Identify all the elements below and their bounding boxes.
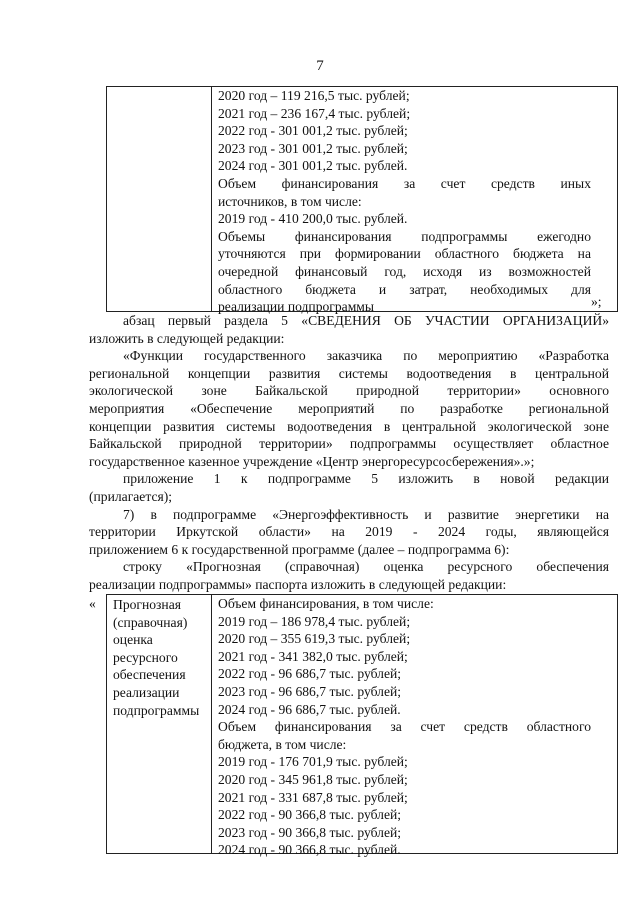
row-label-line: реализации	[113, 684, 180, 700]
funding-table-top	[106, 86, 618, 315]
table-line: 2024 год - 90 366,8 тыс. рублей.	[218, 842, 401, 858]
page-number: 7	[316, 58, 324, 74]
paragraph-line: «Функции государственного заказчика по мероприятию «Разработка	[123, 348, 609, 364]
paragraph-line: приложением 6 к государственной программе (далее – подпрограмма 6):	[89, 541, 510, 557]
closing-quote: »;	[591, 294, 602, 309]
table-line: бюджета, в том числе:	[218, 736, 347, 752]
table-line: 2020 год - 345 961,8 тыс. рублей;	[218, 771, 408, 787]
paragraph-line: территории Иркутской области» на 2019 - 2024 годы, являющейся	[89, 524, 609, 540]
table-line: 2023 год - 90 366,8 тыс. рублей;	[218, 824, 402, 840]
row-label-line: обеспечения	[113, 667, 186, 683]
paragraph-line: 7) в подпрограмме «Энергоэффективность и развитие энергетики на	[123, 506, 609, 522]
paragraph-line: экологической зоне Байкальской природной территории» основного	[89, 383, 609, 399]
table-line: 2022 год - 96 686,7 тыс. рублей;	[218, 666, 402, 682]
row-label-line: оценка	[113, 632, 153, 648]
table-line: Объем финансирования, в том числе:	[218, 596, 434, 611]
table-line: 2023 год - 96 686,7 тыс. рублей;	[218, 683, 402, 699]
table-line: областного бюджета и затрат, необходимых для	[218, 281, 591, 297]
table-line: 2022 год - 301 001,2 тыс. рублей;	[218, 123, 408, 139]
paragraph-line: государственное казенное учреждение «Центр энергоресурсосбережения».»;	[89, 453, 535, 469]
table-line: 2019 год - 176 701,9 тыс. рублей;	[218, 754, 408, 770]
table-line: источников, в том числе:	[218, 193, 362, 209]
table-line: 2021 год - 341 382,0 тыс. рублей;	[218, 648, 408, 664]
paragraph-line: абзац первый раздела 5 «СВЕДЕНИЯ ОБ УЧАСТИИ ОРГАНИЗАЦИЙ»	[123, 313, 609, 328]
opening-quote: «	[89, 596, 96, 611]
table-line: 2019 год – 186 978,4 тыс. рублей;	[218, 613, 411, 629]
table-line: 2019 год - 410 200,0 тыс. рублей.	[218, 211, 408, 227]
table-left-cell	[107, 87, 212, 311]
table-line: 2020 год – 119 216,5 тыс. рублей;	[218, 88, 410, 103]
table-line: очередной финансовый год, исходя из возможностей	[218, 263, 591, 279]
table-line: 2024 год - 301 001,2 тыс. рублей.	[218, 158, 408, 174]
table-line: 2024 год - 96 686,7 тыс. рублей.	[218, 701, 401, 717]
table-line: 2022 год - 90 366,8 тыс. рублей;	[218, 807, 402, 823]
paragraph-line: (прилагается);	[89, 488, 173, 504]
paragraph-line: изложить в следующей редакции:	[89, 330, 285, 346]
paragraph-line: реализации подпрограммы» паспорта изложить в следующей редакции:	[89, 576, 507, 592]
table-line: 2023 год - 301 001,2 тыс. рублей;	[218, 140, 408, 156]
table-right-cell	[218, 595, 591, 859]
table-line: 2021 год – 236 167,4 тыс. рублей;	[218, 105, 411, 121]
row-label-line: Прогнозная	[113, 597, 181, 612]
table-line: реализации подпрограммы	[218, 299, 375, 315]
row-label-line: подпрограммы	[113, 702, 200, 718]
table-line: Объем финансирования за счет средств иных	[218, 175, 591, 191]
paragraph-line: приложение 1 к подпрограмме 5 изложить в новой редакции	[123, 471, 609, 487]
row-label-line: (справочная)	[113, 614, 188, 630]
paragraph-line: мероприятия «Обеспечение мероприятий по разработке региональной	[89, 400, 609, 416]
table-line: уточняются при формировании областного бюджета на	[218, 246, 591, 262]
paragraph-line: региональной концепции развития системы водоотведения в центральной	[89, 365, 609, 381]
funding-table-bottom	[106, 594, 618, 858]
table-line: 2021 год - 331 687,8 тыс. рублей;	[218, 789, 408, 805]
body-text	[89, 312, 609, 594]
paragraph-line: концепции развития системы водоотведения в центральной экологической зоне	[89, 418, 609, 434]
table-line: 2020 год – 355 619,3 тыс. рублей;	[218, 631, 411, 647]
table-line: Объемы финансирования подпрограммы ежегодно	[218, 228, 591, 244]
table-left-cell	[107, 595, 212, 853]
table-right-cell	[218, 87, 591, 316]
row-label-line: ресурсного	[113, 649, 178, 665]
paragraph-line: Байкальской природной территории» подпрограммы осуществляет областное	[89, 436, 609, 452]
paragraph-line: строку «Прогнозная (справочная) оценка ресурсного обеспечения	[123, 559, 609, 575]
table-line: Объем финансирования за счет средств областного	[218, 719, 591, 735]
